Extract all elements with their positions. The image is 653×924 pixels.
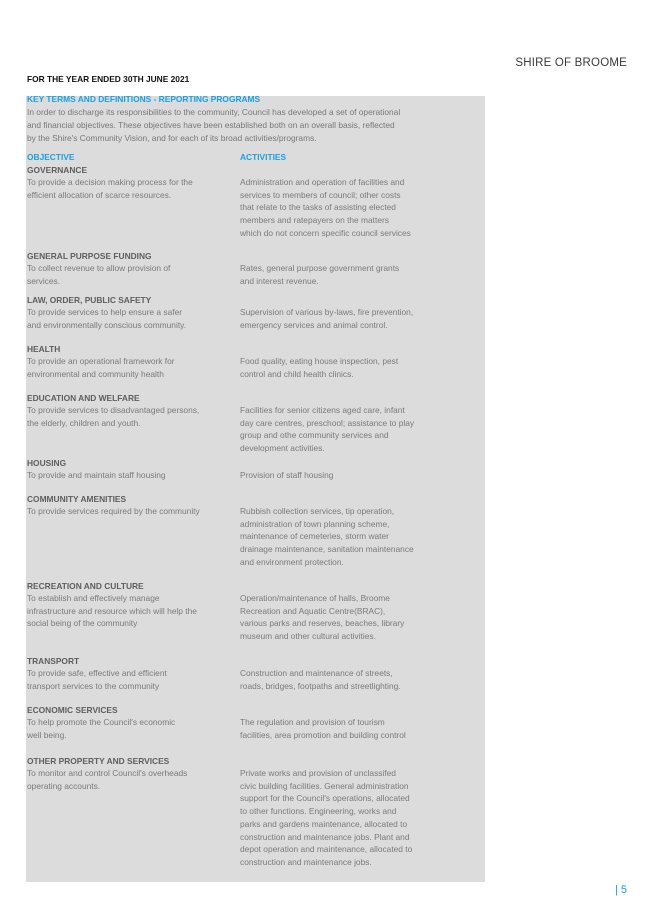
program-title: GOVERNANCE [27,165,88,175]
intro-paragraph [27,106,437,144]
program-block [27,457,447,480]
program-block [27,704,447,740]
program-activities [240,505,440,569]
program-activities [240,469,440,482]
program-objective [27,667,227,692]
program-objective [27,306,227,331]
program-block [27,580,447,642]
program-title: OTHER PROPERTY AND SERVICES [27,756,170,766]
program-activities [240,667,440,692]
program-activities [240,262,440,287]
program-block [27,250,447,286]
activities-line: Food quality, eating house inspection, pest [240,356,399,366]
program-objective [27,767,227,792]
program-activities [240,306,440,331]
activities-line: Private works and provision of unclassifed [240,768,396,778]
objective-line: environmental and community health [27,368,164,379]
program-activities [240,767,440,869]
activities-line: museum and other cultural activities. [240,631,376,642]
program-block [27,343,447,379]
program-objective [27,262,227,287]
activities-line: Provision of staff housing [240,470,334,480]
program-block [27,294,447,330]
activities-line: depot operation and maintenance, allocated to [240,844,413,855]
program-objective [27,469,227,482]
activities-line: that relate to the tasks of assisting elected [240,202,396,213]
program-title: GENERAL PURPOSE FUNDING [27,251,152,261]
objective-line: To collect revenue to allow provision of [27,263,171,273]
objective-line: efficient allocation of scarce resources. [27,189,172,200]
activities-line: to other functions. Engineering, works and [240,806,397,817]
objective-line: To provide and maintain staff housing [27,470,166,480]
activities-line: which do not concern specific council services [240,227,411,238]
activities-line: construction and maintenance jobs. [240,856,372,867]
activities-line: and environment protection. [240,556,344,567]
program-objective [27,404,227,429]
activities-line: Rates, general purpose government grants [240,263,400,273]
activities-line: Recreation and Aquatic Centre(BRAC), [240,605,386,616]
objective-line: To establish and effectively manage [27,593,160,603]
activities-line: The regulation and provision of tourism [240,717,385,727]
objective-column-heading: OBJECTIVE [27,152,75,162]
program-objective [27,176,227,201]
objective-line: To provide a decision making process for the [27,177,193,187]
program-title: COMMUNITY AMENITIES [27,494,127,504]
intro-line: by the Shire's Community Vision, and for each of its broad activities/programs. [27,132,317,143]
program-objective [27,716,227,741]
activities-line: members and ratepayers on the matters [240,215,389,226]
activities-line: administration of town planning scheme, [240,518,390,529]
activities-line: support for the Council's operations, allocated [240,793,410,804]
objective-line: and environmentally conscious community. [27,319,187,330]
program-activities [240,404,440,455]
activities-line: various parks and reserves, beaches, library [240,618,405,629]
program-block [27,493,447,567]
program-title: ECONOMIC SERVICES [27,705,118,715]
program-title: LAW, ORDER, PUBLIC SAFETY [27,295,152,305]
objective-line: well being. [27,729,67,740]
program-objective [27,592,227,630]
objective-line: To provide services to help ensure a safer [27,307,183,317]
activities-line: facilities, area promotion and building control [240,729,406,740]
program-activities [240,716,440,741]
program-activities [240,176,440,240]
program-block [27,392,447,454]
objective-line: operating accounts. [27,780,101,791]
reporting-period: FOR THE YEAR ENDED 30TH JUNE 2021 [27,74,190,84]
activities-line: Operation/maintenance of halls, Broome [240,593,390,603]
activities-line: and interest revenue. [240,275,319,286]
activities-line: Administration and operation of facilities and [240,177,405,187]
page-number: | 5 [614,884,627,896]
activities-line: control and child health clinics. [240,368,354,379]
activities-line: parks and gardens maintenance, allocated to [240,818,408,829]
section-title: KEY TERMS AND DEFINITIONS - REPORTING PROGRAMS [27,94,261,104]
program-objective [27,505,227,518]
objective-line: To help promote the Council's economic [27,717,176,727]
program-title: TRANSPORT [27,656,80,666]
organisation-name: SHIRE OF BROOME [515,57,627,69]
intro-line: In order to discharge its responsibilities to the community, Council has developed a set of operational [27,107,401,117]
program-title: HEALTH [27,344,61,354]
activities-line: Facilities for senior citizens aged care, infant [240,405,405,415]
activities-line: Supervision of various by-laws, fire prevention, [240,307,414,317]
objective-line: To monitor and control Council's overheads [27,768,188,778]
activities-line: group and othe community services and [240,430,389,441]
objective-line: social being of the community [27,618,138,629]
activities-line: drainage maintenance, sanitation maintenance [240,544,414,555]
program-objective [27,355,227,380]
objective-line: services. [27,275,61,286]
program-block [27,164,447,238]
activities-line: development activities. [240,443,325,454]
program-title: HOUSING [27,458,67,468]
objective-line: transport services to the community [27,680,160,691]
program-title: RECREATION AND CULTURE [27,581,144,591]
intro-line: and financial objectives. These objectives have been established both on an overall basis, reflected [27,119,395,130]
activities-line: Construction and maintenance of streets, [240,668,393,678]
objective-line: To provide services required by the community [27,506,200,516]
activities-line: day care centres, preschool; assistance to play [240,417,415,428]
program-block [27,655,447,691]
program-title: EDUCATION AND WELFARE [27,393,140,403]
program-activities [240,355,440,380]
activities-line: construction and maintenance jobs. Plant and [240,831,410,842]
activities-column-heading: ACTIVITIES [240,152,287,162]
objective-line: infrastructure and resource which will help the [27,605,197,616]
activities-line: services to members of council; other costs [240,189,401,200]
program-activities [240,592,440,643]
objective-line: To provide an operational framework for [27,356,175,366]
activities-line: maintenance of cemeteries, storm water [240,531,389,542]
activities-line: civic building facilities. General administration [240,780,409,791]
activities-line: roads, bridges, footpaths and streetlighting. [240,680,401,691]
activities-line: emergency services and animal control. [240,319,388,330]
objective-line: To provide safe, effective and efficient [27,668,167,678]
objective-line: To provide services to disadvantaged persons, [27,405,200,415]
program-block [27,755,447,867]
objective-line: the elderly, children and youth. [27,417,141,428]
activities-line: Rubbish collection services, tip operation, [240,506,395,516]
